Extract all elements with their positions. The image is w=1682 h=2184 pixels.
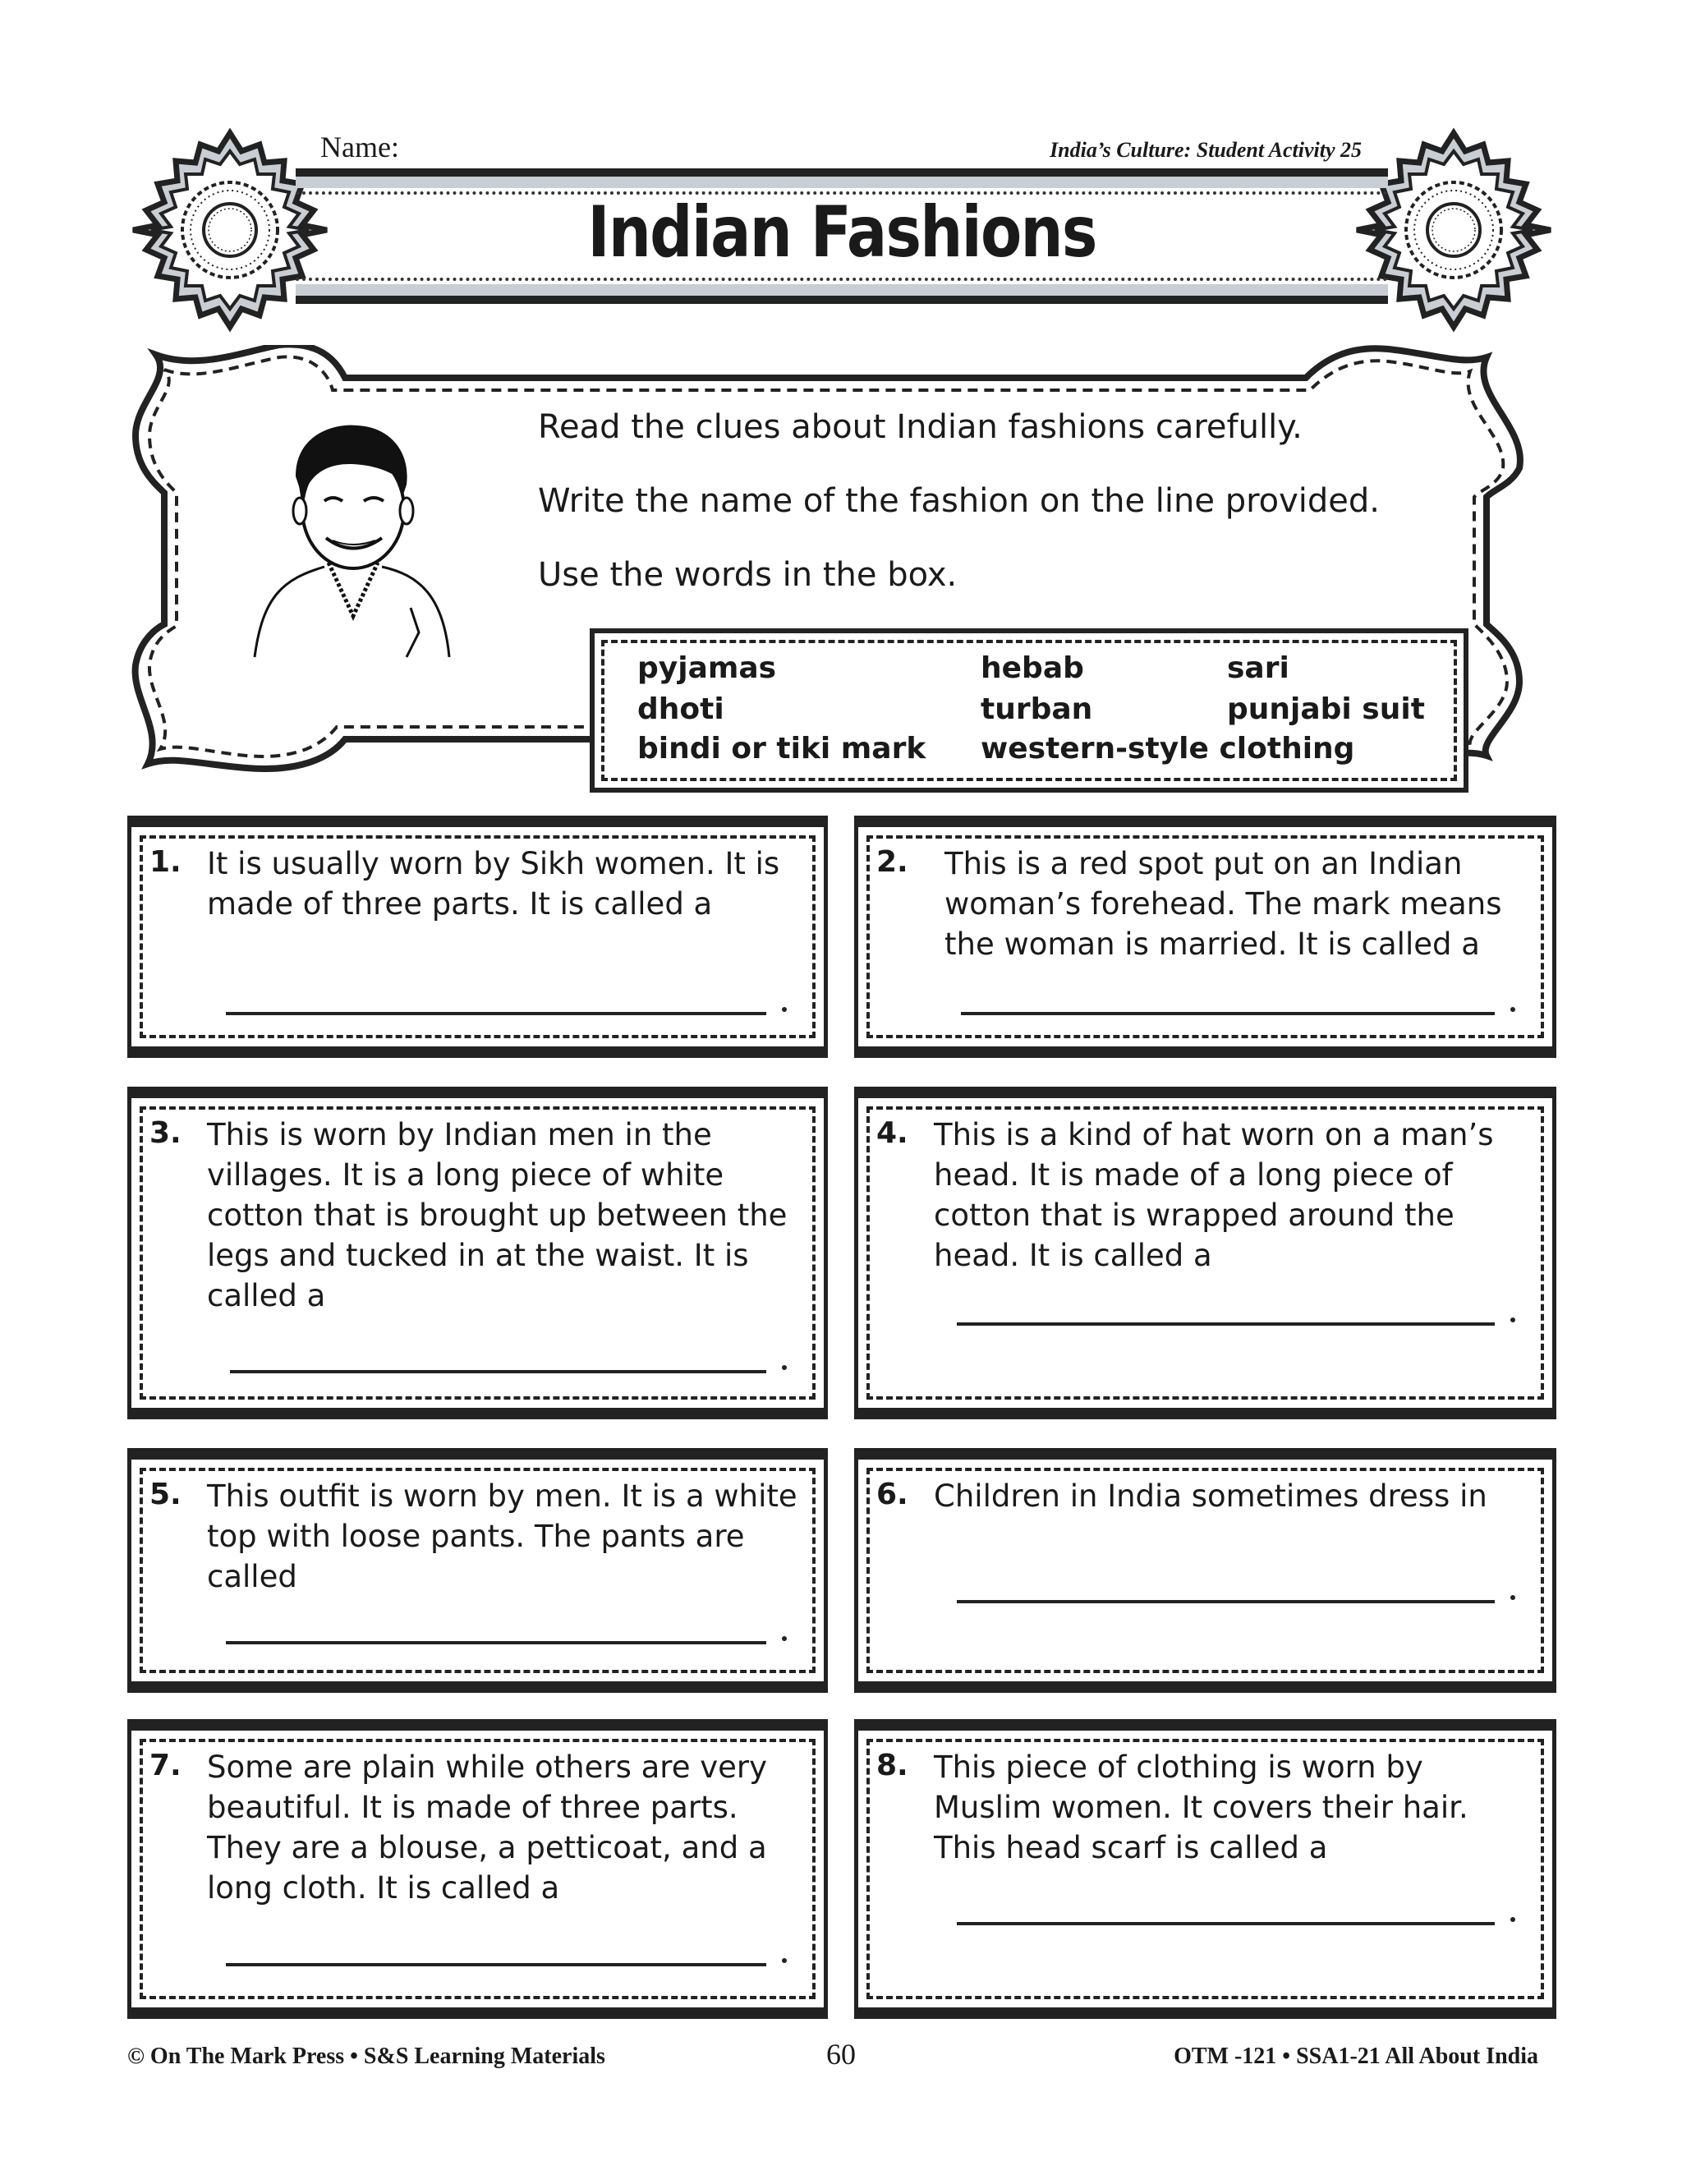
question-text: This outfit is worn by men. It is a white top with loose pants. The pants are called (207, 1478, 797, 1594)
question-number: 5. (149, 1478, 182, 1511)
word-bank-item: turban (981, 692, 1093, 726)
answer-line-5[interactable] (226, 1641, 766, 1644)
question-number: 3. (149, 1116, 182, 1150)
word-bank-item: sari (1227, 651, 1289, 685)
question-card-8 (854, 1719, 1556, 2019)
answer-line-7[interactable] (226, 1963, 766, 1966)
word-bank-item: hebab (981, 651, 1084, 685)
question-card-7 (127, 1719, 828, 2019)
footer-copyright: © On The Mark Press • S&S Learning Materials (127, 2044, 605, 2069)
word-bank-item: bindi or tiki mark (637, 732, 926, 766)
page-title: Indian Fashions (587, 191, 1096, 274)
question-card-5 (127, 1448, 828, 1693)
question-text: It is usually worn by Sikh women. It is made of three parts. It is called a (207, 846, 780, 922)
question-card-4 (854, 1087, 1556, 1419)
instruction-line-2: Write the name of the fashion on the line provided. (538, 482, 1381, 520)
question-text: This is a kind of hat worn on a man’s head. It is made of a long piece of cotton that is wrapped around the head. It is called a (934, 1117, 1494, 1273)
question-number: 6. (876, 1478, 908, 1511)
question-card-6 (854, 1448, 1556, 1693)
question-number: 8. (876, 1749, 908, 1782)
name-label: Name: (320, 131, 399, 163)
question-text: Children in India sometimes dress in (934, 1478, 1487, 1514)
page-number: 60 (826, 2038, 856, 2071)
word-bank-item: punjabi suit (1227, 692, 1425, 726)
instruction-line-1: Read the clues about Indian fashions carefully. (538, 408, 1303, 446)
answer-line-3[interactable] (230, 1370, 766, 1373)
question-number: 7. (149, 1749, 182, 1782)
answer-line-8[interactable] (957, 1922, 1495, 1925)
answer-line-4[interactable] (957, 1322, 1495, 1326)
title-banner (296, 168, 1388, 304)
answer-line-6[interactable] (957, 1600, 1495, 1603)
word-bank-item: western-style clothing (981, 732, 1355, 766)
word-bank-item: pyjamas (637, 651, 777, 685)
question-number: 1. (149, 845, 182, 879)
question-text: This piece of clothing is worn by Muslim women. It covers their hair. This head scarf is called a (934, 1749, 1468, 1865)
answer-line-1[interactable] (226, 1012, 766, 1015)
word-bank-item: dhoti (637, 692, 724, 726)
question-number: 2. (876, 845, 908, 879)
question-card-3 (127, 1087, 828, 1419)
question-text: This is worn by Indian men in the villages. It is a long piece of white cotton that is brought up between the legs and tucked in at the waist. It is called a (207, 1117, 788, 1313)
instruction-line-3: Use the words in the box. (538, 556, 958, 594)
answer-line-2[interactable] (961, 1012, 1495, 1015)
question-text: Some are plain while others are very beautiful. It is made of three parts. They are a blouse, a petticoat, and a long cloth. It is called a (207, 1749, 767, 1906)
word-bank (590, 628, 1468, 793)
question-card-2 (854, 816, 1556, 1058)
activity-label: India’s Culture: Student Activity 25 (1050, 138, 1362, 162)
boy-portrait-illustration (234, 419, 464, 665)
question-card-1 (127, 816, 828, 1058)
question-text: This is a red spot put on an Indian woman’s forehead. The mark means the woman is married. It is called a (944, 846, 1502, 962)
question-number: 4. (876, 1116, 908, 1150)
footer-product-code: OTM -121 • SSA1-21 All About India (1174, 2044, 1538, 2069)
